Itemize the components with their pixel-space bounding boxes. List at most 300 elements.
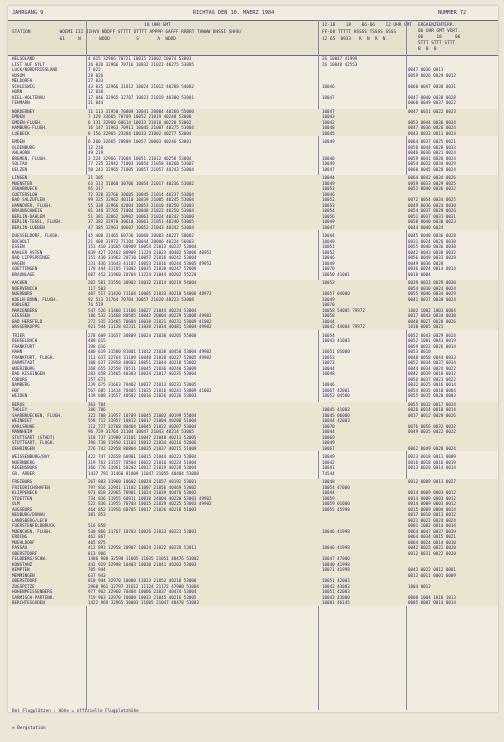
observation-code: 186 532 31468 80505 10042 20004 40229 53008 49902 — [88, 313, 212, 318]
station-name: FELDBERG/SCHW. — [12, 556, 48, 561]
extra-code: 10057 04000 — [322, 291, 350, 296]
observation-code: 516 858 — [88, 523, 106, 528]
station-name: BAD SALZUFLEN — [12, 197, 45, 202]
extra-code: 10053 — [322, 202, 335, 208]
forecast-code: 0055 0040 0036 0030 — [408, 244, 456, 249]
forecast-code: 0051 0037 0031 0031 — [408, 213, 456, 219]
station-name: NUERBURG — [12, 291, 33, 296]
observation-code: 439 688 31657 40502 10016 21026 40226 53003 — [88, 393, 197, 398]
observation-code: 28 026 — [88, 72, 104, 78]
extra-code: 10070 — [322, 302, 335, 307]
extra-code: 10054 — [322, 332, 335, 338]
forecast-code: 0047 0031 0022 0023 — [408, 108, 456, 114]
forecast-code: 0072 0054 0034 0025 — [408, 197, 456, 202]
station-name: DUESSELDORF, FLUGH. — [12, 233, 60, 238]
station-name: MUENSTER — [12, 180, 33, 186]
extra-code: 10048 — [322, 479, 335, 484]
station-name: HORN — [12, 89, 23, 94]
station-name: BAD LIPPSPRINGE — [12, 255, 50, 260]
observation-code: 96 729 31764 21104 10047 21043 40214 53005 — [88, 429, 194, 434]
station-name: KLIPPENECK — [12, 490, 38, 495]
station-name: HOF — [12, 387, 20, 393]
observation-code: 357 671 — [88, 376, 106, 382]
forecast-code: 0044 0040 0024 — [408, 224, 444, 230]
observation-code: 151 430 31962 20710 10057 21016 40242 53004 — [88, 255, 197, 260]
forecast-code: 0015 0009 0004 0014 — [408, 506, 456, 512]
observation-code: 95 317 — [88, 186, 104, 191]
right-header-3: 06 18 06 — [418, 35, 461, 40]
forecast-code: 0064 0037 0025 0021 — [408, 139, 456, 144]
station-name: SAARBRUECKEN, FLUGH. — [12, 412, 63, 418]
forecast-code: 0010 0004 — [408, 271, 431, 277]
extra-code: 10045 06000 — [322, 412, 350, 418]
observation-code: 386 706 — [88, 407, 106, 412]
forecast-code: 0043 0033 0011 0024 — [408, 130, 456, 136]
extra-code: 10046 — [322, 191, 335, 197]
observation-code: 363 704 — [88, 401, 106, 407]
report-sheet — [8, 6, 498, 731]
observation-code: 49 219 — [88, 150, 104, 155]
station-name: KAHLER ASTEN — [12, 249, 43, 255]
extra-code: 10041 — [322, 465, 335, 470]
station-name: KARLSRUHE — [12, 423, 35, 429]
header-line-3: 61 N WDDD S A WDDD — [12, 37, 176, 42]
observation-code: 47 385 32963 40607 10052 21043 40242 53004 — [88, 224, 194, 230]
observation-code: 45 400 31465 60736 10060 20003 40227 58002 — [88, 233, 194, 238]
station-name: MUEHLDORF — [12, 539, 35, 545]
station-name: HANNOVER, FLUGH. — [12, 202, 53, 208]
column-header-band — [8, 20, 498, 56]
extra-code: 10071 41998 — [322, 567, 350, 572]
volume-label: JAHRGANG 9 — [12, 10, 44, 16]
extra-code: 10040 41998 — [322, 561, 350, 567]
forecast-code: 0026 0014 0010 0014 — [408, 407, 456, 412]
forecast-code: 0012 0031 0022 0020 — [408, 550, 456, 556]
extra-code: 10044 42003 — [322, 418, 350, 423]
forecast-code: 0045 0048 0036 0028 — [408, 233, 456, 238]
observation-code: 117 503 — [88, 285, 106, 291]
extra-code: 10053 — [322, 354, 335, 360]
extra-code: 10051 05000 — [322, 349, 350, 354]
extra-code: 10043 41003 — [322, 338, 350, 343]
date-label: RICHTAS DEN 10. MAERZ 1984 — [193, 10, 275, 16]
extra-code: 10059 01000 — [322, 501, 350, 506]
observation-code: 734 836 11955 60911 10010 24004 40220 53003 49902 — [88, 495, 212, 501]
station-name: GOETTINGEN — [12, 266, 38, 271]
observation-code: 151 410 31665 60909 10054 21013 40237 53004 — [88, 244, 197, 249]
observation-code: 278 609 31657 30809 10024 21030 40205 55000 — [88, 332, 197, 338]
forecast-code: 0055 0035 0020 0003 — [408, 393, 456, 398]
extra-code: 10051 42003 — [322, 589, 350, 594]
extra-code: 10049 — [322, 161, 335, 166]
observation-code: 43 035 32966 31812 10024 21012 40288 54002 — [88, 83, 194, 89]
station-name: WEIDEN — [12, 393, 28, 398]
forecast-code: 0064 0024 0014 0010 — [408, 539, 456, 545]
observation-code: 813 906 — [88, 550, 106, 556]
observation-code: 607 452 31960 20704 11224 21044 40202 55220 — [88, 271, 197, 277]
station-name: STUTTGART (STADT) — [12, 434, 55, 440]
observation-code: 92 513 31764 70704 10057 21020 40223 53008 — [88, 296, 194, 302]
forecast-code: 0048 0058 0044 0033 — [408, 354, 456, 360]
station-name: WEINBIET — [12, 418, 33, 423]
extra-code: 10044 — [322, 318, 335, 324]
station-name: GUETERSLOH — [12, 191, 38, 197]
station-name: BERCHTESGADEN — [12, 600, 45, 605]
forecast-code: 0053 0010 — [408, 349, 431, 354]
forecast-code: 0036 0024 0014 0014 — [408, 266, 456, 271]
forecast-code: 0052 1001 0043 0019 — [408, 338, 456, 343]
forecast-code: 0054 0035 0018 0004 — [408, 387, 456, 393]
forecast-code: 0060 0049 0037 0022 — [408, 100, 456, 105]
station-name: MARIENBERG — [12, 307, 38, 313]
forecast-code: 0054 0037 0029 0026 — [408, 208, 456, 213]
station-name: WASSERKUPPE — [12, 324, 40, 329]
observation-code: 267 803 31960 10602 10024 21057 40192 53001 — [88, 479, 197, 484]
observation-code: 27 033 — [88, 78, 104, 83]
forecast-code: 0042 0039 0018 0012 — [408, 371, 456, 376]
forecast-code: 0062 0049 0028 0024 — [408, 445, 456, 451]
station-name: OBERSTDORF — [12, 550, 38, 556]
forecast-code: 0049 0036 0028 — [408, 260, 444, 266]
station-name: LUEBECK — [12, 130, 30, 136]
forecast-code: 0049 0035 0022 0022 — [408, 429, 456, 434]
station-name: EMDEN — [12, 139, 25, 144]
observation-code: 464 852 31956 60705 10017 21026 40218 51003 — [88, 506, 197, 512]
forecast-code: 0060 0047 0030 0031 — [408, 83, 456, 89]
observation-code: 51 381 32862 10902 10061 21024 40242 51000 — [88, 213, 194, 219]
extra-code: 10042 43003 — [322, 583, 350, 589]
forecast-code: 0076 0056 0032 0032 — [408, 423, 456, 429]
extra-code: 26 10047 41999 — [322, 56, 358, 61]
extra-code: 10067 42001 — [322, 387, 350, 393]
forecast-code: 0054 0030 0024 0024 — [408, 285, 456, 291]
observation-code: 1422 969 32965 30003 11005 21047 40478 53003 — [88, 600, 199, 605]
station-name: OBERSTDORF — [12, 578, 38, 583]
observation-code: 405 875 — [88, 539, 106, 545]
extra-code: 10047 — [322, 166, 335, 172]
station-name: NEUBURG/DONAU — [12, 512, 45, 517]
extra-code: 10073 — [322, 360, 335, 365]
page-header — [8, 6, 498, 20]
station-name: AHLHORN — [12, 150, 30, 155]
forecast-code: 0058 0040 0030 0023 — [408, 219, 456, 224]
observation-code: 1486 908 32598 11005 11035 21051 40476 53002 — [88, 556, 199, 561]
station-name: MUENCHEN, FLUGH. — [12, 528, 53, 534]
observation-code: 973 818 32965 70901 11024 21039 40470 53002 — [88, 490, 197, 495]
station-name: MELDORFH — [12, 78, 33, 83]
station-name: AUGSBURG — [12, 506, 33, 512]
observation-code: 977 962 32960 70404 10006 21037 40474 53004 — [88, 589, 197, 594]
station-name: STUTTGART, FLUGH. — [12, 440, 55, 445]
station-name: HAGEN — [12, 260, 25, 266]
extra-code: 10044 — [322, 365, 335, 371]
station-name: BAMBERG — [12, 382, 30, 387]
observation-code: 366 776 31961 50202 10017 21019 40228 53004 — [88, 465, 197, 470]
station-name: NUERNBERG — [12, 459, 35, 465]
forecast-code: 1002 1002 1003 0004 — [408, 307, 456, 313]
station-name: STOETTEN — [12, 495, 33, 501]
forecast-code: 0017 0043 0034 0030 — [408, 313, 456, 318]
observation-code: 55 338 32966 42004 10053 21010 40250 53003 — [88, 202, 194, 208]
issue-number: NUMMER 72 — [438, 10, 467, 16]
observation-code: 37 382 32970 30610 10061 21051 40240 53005 — [88, 219, 194, 224]
header-line-2: STATION WOEMI III IIHVV NDDFF STTTT DTTTT APPPP 6AFFF RRRRT THWWW BHSSI SHHH/ — [12, 30, 242, 35]
observation-code: 4 015 32966 70721 10035 21002 10074 53003 — [88, 56, 192, 61]
observation-code: 272 535 31465 70604 10038 21021 40231 53009 41002 — [88, 318, 212, 324]
station-name: UELZEN — [12, 166, 28, 172]
observation-code: 276 742 32958 80804 10035 21037 40215 51009 — [88, 445, 197, 451]
observation-code: 12 038 — [88, 89, 104, 94]
extra-code: 10049 — [322, 454, 335, 459]
extra-code: 10058 54005 79972 — [322, 307, 365, 313]
station-name: BERLIN-LUEBEN — [12, 224, 45, 230]
table-row — [8, 600, 498, 606]
extra-code: 10059 — [322, 495, 335, 501]
observation-code: 231 436 31643 41107 10053 21016 40244 53005 49952 — [88, 260, 212, 266]
extra-code: 10044 — [322, 490, 335, 495]
extra-code: 10042 — [322, 459, 335, 465]
extra-code: 26 10048 42553 — [322, 61, 358, 67]
forecast-code: 0014 0009 0003 0012 — [408, 495, 456, 501]
observation-code: 99 325 32962 40110 10039 21005 40245 53004 — [88, 197, 194, 202]
forecast-code: 0059 0033 0026 0014 — [408, 343, 456, 349]
station-name: FUERSTENFELDBRUCK — [12, 523, 55, 528]
extra-code: 10040 — [322, 155, 335, 161]
forecast-code: 0054 0032 0034 0029 — [408, 161, 456, 166]
observation-code: 16 147 31963 70911 10045 21007 40275 53004 — [88, 125, 194, 130]
forecast-code: 0055 0046 0034 0029 — [408, 291, 456, 296]
observation-code: 113 637 32764 31109 10048 21020 40227 52005 49902 — [88, 354, 212, 360]
observation-code: 318 737 31980 31101 10047 21048 40211 53005 — [88, 434, 197, 440]
station-name: PASSAU — [12, 545, 28, 550]
station-name: HELGOLAND — [12, 56, 35, 61]
station-name: HOHENPEISSENBERG — [12, 589, 53, 594]
observation-code: 6 200 32665 70809 10057 20003 40246 53001 — [88, 139, 192, 144]
observation-code: 422 747 32658 60901 10015 21044 40223 53004 — [88, 454, 197, 459]
observation-code: 567 685 11414 70405 11025 21016 40241 53009 41002 — [88, 387, 212, 393]
observation-code: 202 501 31556 30902 10032 21014 40219 54004 — [88, 280, 197, 285]
forecast-code: 0042 0043 0030 0032 — [408, 249, 456, 255]
station-name: FRANKFURT, FLUGH. — [12, 354, 55, 360]
extra-code: 10042 44004 79972 — [322, 324, 365, 329]
observation-code: 522 836 11955 70703 10015 21029 40225 53003 49902 — [88, 501, 212, 506]
station-name: SCHLESWIG — [12, 83, 35, 89]
extra-code: 10052 — [322, 249, 335, 255]
extra-code: 10042 — [322, 119, 335, 125]
observation-code: 26 020 32966 70716 10032 21022 40275 53005 — [88, 61, 194, 67]
observation-code: 283 658 31465 40303 10034 21017 40235 53004 — [88, 371, 197, 376]
extra-code: 10070 — [322, 423, 335, 429]
extra-code: 10049 — [322, 296, 335, 302]
station-name: ESSEN — [12, 244, 25, 249]
station-name: NORDERNEY — [12, 108, 35, 114]
observation-code: 268 655 32558 70511 10045 21036 40240 53009 — [88, 365, 197, 371]
station-name: BERLIN-TEGEL, FLUGH. — [12, 219, 63, 224]
forecast-code: 0059 0041 0028 0024 — [408, 155, 456, 161]
station-name: GARMISCH-PARTENK. — [12, 594, 55, 600]
observation-code: 530 866 31767 10703 10026 21033 40221 53003 — [88, 528, 197, 534]
station-name: KIEL-HOLTENAU — [12, 94, 45, 100]
observation-code: 558 712 31957 10812 10017 21004 40208 51004 — [88, 418, 197, 423]
observation-code: 319 763 31557 70504 10022 21016 40224 51004 — [88, 459, 197, 465]
extra-code: 10049 — [322, 238, 335, 244]
station-name: TRIER — [12, 332, 25, 338]
right-header-4: STTT STTT STTT — [418, 41, 456, 46]
forecast-code: 0001 1002 0014 0014 — [408, 523, 456, 528]
station-name: LIST AUF SYLT — [12, 61, 45, 67]
station-name: BERLIN-DAHLEM — [12, 213, 45, 219]
station-name: KOBLENZ — [12, 302, 30, 307]
observation-code: 112 727 32768 80404 10045 21022 40207 53004 — [88, 423, 197, 429]
station-name: HUSUM — [12, 72, 25, 78]
extra-code: 10046 — [322, 83, 335, 89]
station-name: BRAUNSCHWEIG — [12, 208, 43, 213]
observation-code: 396 738 31950 11103 10012 21034 40216 52006 — [88, 440, 197, 445]
station-name: COBURG — [12, 376, 28, 382]
station-name: ULM — [12, 501, 20, 506]
station-name: FRIEDRICHSHAFEN — [12, 484, 50, 490]
extra-code: 10044 — [322, 175, 335, 180]
station-name: WUERZBURG — [12, 365, 35, 371]
station-name: DARMSTADT — [12, 360, 35, 365]
observation-code: 12 210 — [88, 144, 104, 150]
extra-code: 10051 — [322, 244, 335, 249]
station-name: KEMPTEN — [12, 567, 30, 572]
extra-code: 10043 43000 — [322, 594, 350, 600]
extra-code: 10070 — [322, 266, 335, 271]
forecast-code: 0039 0033 0029 0030 — [408, 280, 456, 285]
observation-code: 705 944 — [88, 567, 106, 572]
observation-code: 398 616 — [88, 343, 106, 349]
station-name: FEHMARN — [12, 100, 30, 105]
observation-code: 6 131 32960 60614 10033 21010 40220 53002 — [88, 119, 192, 125]
station-name: BREMEN, FLUGH. — [12, 155, 48, 161]
extra-code: 10058 — [322, 313, 335, 318]
observation-code: 443 929 32998 10403 10030 21041 40203 53003 — [88, 561, 197, 567]
station-table — [8, 56, 498, 606]
extra-code: 10045 41003 — [322, 407, 350, 412]
observation-code: 810 944 32970 10000 11023 21053 40210 53008 — [88, 578, 197, 583]
extra-code: 10047 47000 — [322, 556, 350, 561]
station-name: GIESSEN — [12, 313, 30, 318]
forecast-code: 0032 0025 0016 0014 — [408, 382, 456, 387]
station-name: BAD KISSINGEN — [12, 371, 45, 376]
forecast-code: 0014 0009 0003 0012 — [408, 490, 456, 495]
forecast-code: 0059 0033 0029 0025 — [408, 180, 456, 186]
forecast-code: 0000 1004 1010 1013 — [408, 594, 456, 600]
extra-code: 10054 47000 — [322, 484, 350, 490]
extra-code: 10049 — [322, 180, 335, 186]
extra-code: 10053 — [322, 280, 335, 285]
observation-code: 480 619 31580 81001 11012 21038 40450 53004 49902 — [88, 349, 212, 354]
forecast-code: 0059 0026 0029 0012 — [408, 72, 456, 78]
extra-code: 10049 — [322, 139, 335, 144]
mid-header-1: 12-18 18 06-06 12 UHR GMT — [322, 23, 412, 28]
extra-code: 10048 — [322, 125, 335, 130]
station-name: ERDING — [12, 534, 28, 539]
forecast-code: 0040 0027 0028 0026 — [408, 318, 456, 324]
footnote-line-2: ❊ Bergstation — [12, 725, 46, 731]
observation-code: 72 320 32766 30605 10045 21014 40237 53004 — [88, 191, 194, 197]
station-name: KONSTANZ — [12, 561, 33, 567]
station-name: OEHRINGEN — [12, 445, 35, 451]
forecast-code: 1004 0012 — [408, 583, 431, 589]
observation-code: 81 348 32765 71004 10048 21022 40250 53004 — [88, 208, 194, 213]
extra-code: 10047 — [322, 108, 335, 114]
forecast-code: 0064 0034 0015 0021 — [408, 534, 456, 539]
observation-code: 63 313 31860 30706 10054 21017 40236 53002 — [88, 180, 194, 186]
forecast-code: 0031 0024 0026 0030 — [408, 238, 456, 244]
forecast-code: 0012 0011 0001 0009 — [408, 572, 456, 578]
forecast-code: 0012 0009 0011 0027 — [408, 479, 456, 484]
extra-code: 10053 — [322, 186, 335, 191]
station-name: LANDSBERG/LECH — [12, 517, 48, 523]
observation-code: 178 444 31765 71002 10035 21030 40247 52009 — [88, 266, 197, 271]
station-name: REGENSBURG — [12, 465, 38, 470]
forecast-code: 0044 0034 0024 0022 — [408, 365, 456, 371]
observation-code: 637 943 — [88, 572, 106, 578]
extra-code: 10045 — [322, 130, 335, 136]
station-name: SOLTAU — [12, 161, 28, 166]
station-name: MEMMINGEN — [12, 572, 35, 578]
extra-code: 10049 — [322, 260, 335, 266]
forecast-code: 0060 0045 0028 0024 — [408, 166, 456, 172]
station-name: OSNABRUECK — [12, 186, 38, 191]
right-header-1: ERGAENZENTERP. — [418, 23, 456, 28]
extra-code: 10054 — [322, 208, 335, 213]
observation-code: 921 544 11128 82311 11038 21034 40481 53004 49902 — [88, 324, 212, 329]
station-name: DEUSELBACH — [12, 338, 38, 343]
observation-code: 50 243 32965 71005 10057 21057 40243 53004 — [88, 166, 194, 172]
observation-code: 77 235 32942 71003 10054 21058 40260 53007 — [88, 161, 194, 166]
observation-code: 3 224 32966 71004 10051 21012 40258 53004 — [88, 155, 192, 161]
station-name: FREIBURG — [12, 479, 33, 484]
forecast-code: 0053 0044 0036 0034 — [408, 119, 456, 125]
extra-code: 10044 — [322, 233, 335, 238]
station-name: BERUS — [12, 401, 25, 407]
extra-code: 10043 — [322, 114, 335, 119]
forecast-code: 0037 0012 0029 0026 — [408, 412, 456, 418]
forecast-code: 0055 0032 0017 0034 — [408, 401, 456, 407]
station-name: LINGEN — [12, 175, 28, 180]
station-name: EMDEN — [12, 114, 25, 119]
forecast-code: 0047 0036 0011 — [408, 67, 444, 72]
extra-code: 10052 04500 — [322, 393, 350, 398]
extra-code: 10048 — [322, 371, 335, 376]
forecast-code: 0043 0022 0012 0001 — [408, 567, 456, 572]
forecast-code: 0064 0042 0034 0026 — [408, 175, 456, 180]
forecast-code: 0056 0049 0033 0028 — [408, 255, 456, 260]
right-header-2: 06 UHR GMT VORT. — [418, 29, 461, 34]
observation-code: 108 637 32958 40603 10051 21044 40218 53002 — [88, 360, 197, 365]
extra-code: 10055 45998 — [322, 506, 350, 512]
forecast-code: 0052 0043 0029 0024 — [408, 332, 456, 338]
observation-code: 7 022 — [88, 67, 101, 72]
header-line-1: 18 UHR GMT — [12, 23, 171, 28]
forecast-code: 0016 0018 0016 0019 — [408, 459, 456, 465]
observation-code: 839 427 32462 80909 11224 21023 40482 53006 40952 — [88, 249, 212, 255]
forecast-code: 0047 0036 0026 0024 — [408, 125, 456, 130]
observation-code: 462 867 — [88, 534, 106, 539]
forecast-code: 0013 0020 0014 0014 — [408, 465, 456, 470]
extra-code: 10047 — [322, 224, 335, 230]
observation-code: 412 893 32958 20907 10024 21022 40228 53011 — [88, 545, 197, 550]
forecast-code: 0005 0007 0014 0014 — [408, 600, 456, 605]
observation-code: 76 519 — [88, 302, 104, 307]
forecast-code: 1010 0005 0021 — [408, 324, 444, 329]
station-name: BOCHOLT — [12, 238, 30, 244]
station-name: WEISSENBURG/BAY. — [12, 454, 53, 459]
